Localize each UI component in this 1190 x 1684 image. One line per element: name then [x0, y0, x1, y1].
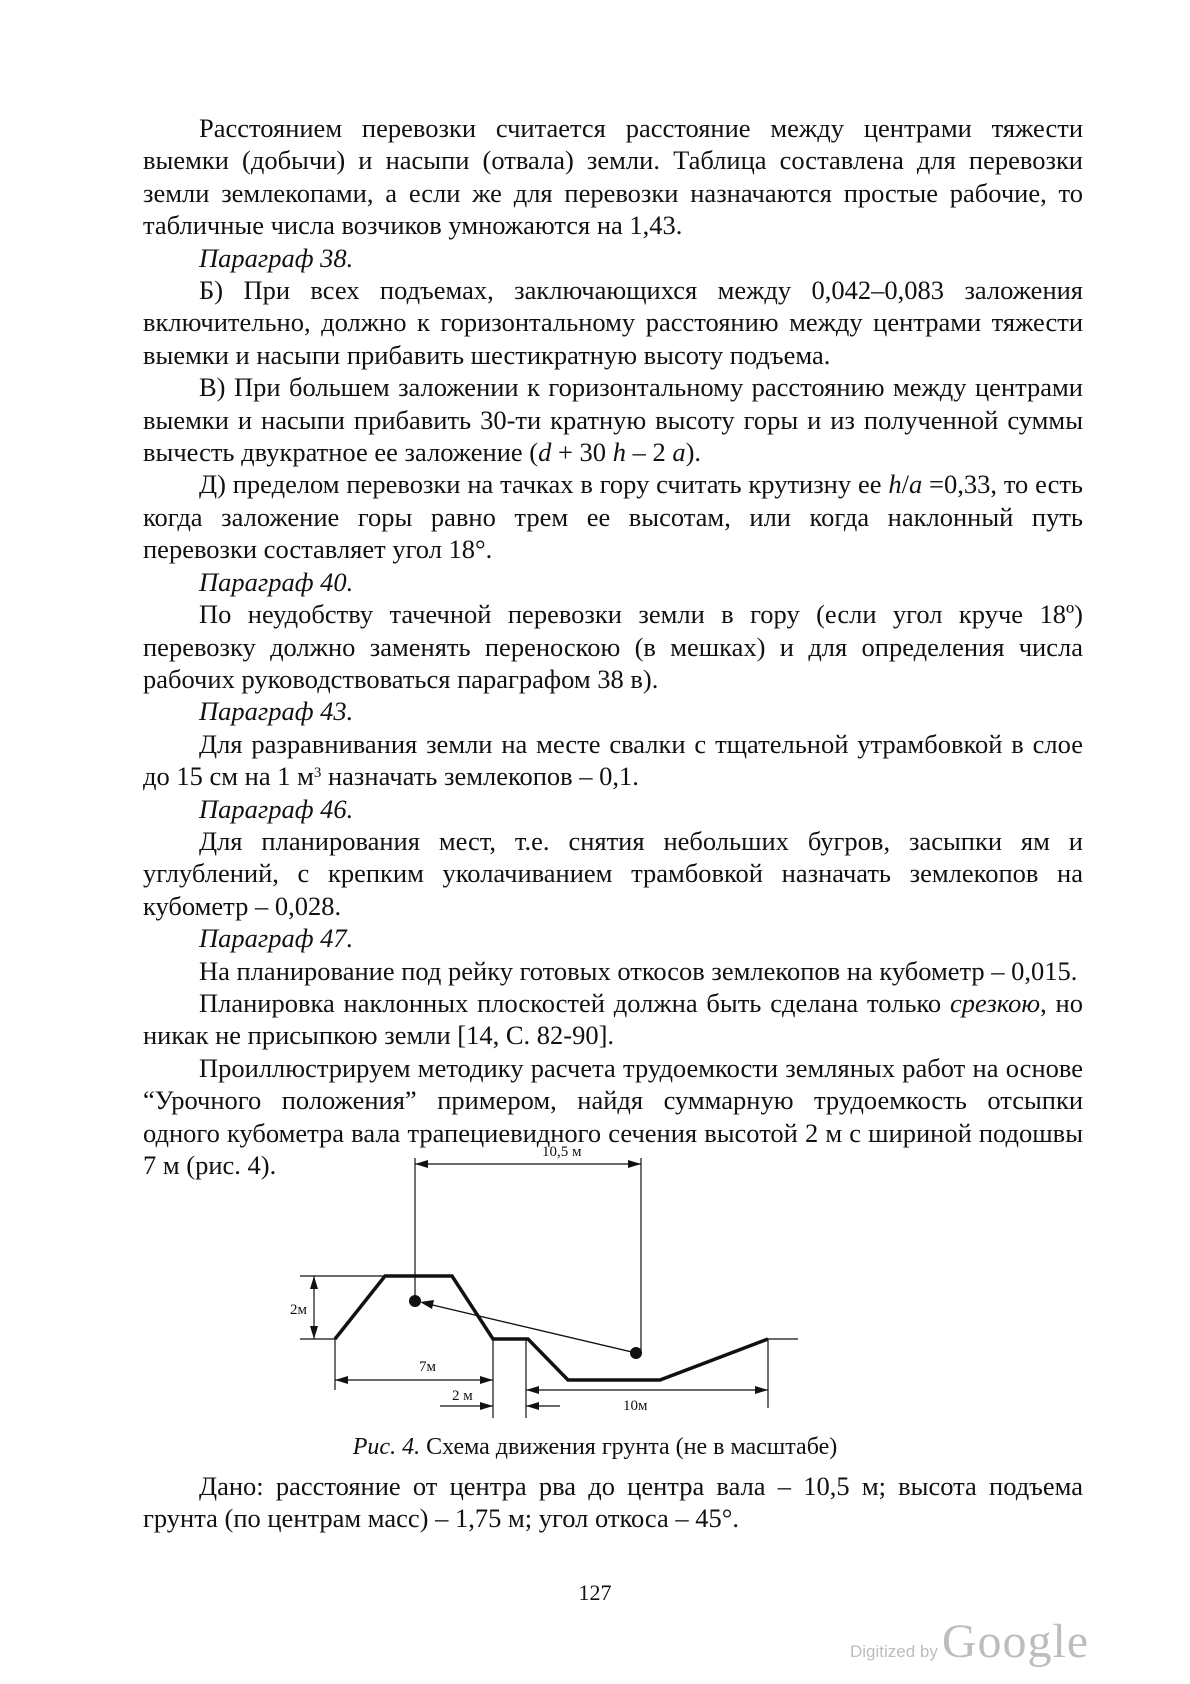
figure-4-diagram: [290, 1144, 880, 1440]
paragraph-4: [143, 468, 1083, 565]
p6-text-a: Для разравнивания земли на месте свалки с тщательной утрамбовкой в слое до 15 см на 1 м: [143, 728, 1083, 792]
p3-var-d: d: [538, 437, 552, 468]
paragraph-1: Расстоянием перевозки считается расстояние между центрами тяжести выемки (добычи) и насыпи (отвала) земли. Таблица составлена для перевозки земли землекопами, а если же для перевозки назначаются простые рабочие, то табличные числа возчиков умножаются на 1,43.: [143, 113, 1083, 241]
label-2m-height: 2м: [290, 1302, 307, 1318]
p4-slash: /: [901, 469, 909, 500]
p3-text-a: В) При большем заложении к горизонтальному расстоянию между центрами выемки и насыпи прибавить 30-ти кратную высоту горы и из полученной суммы вычесть двукратное ее заложение (: [143, 372, 1083, 468]
dim-gap-arrow-left: [480, 1402, 493, 1410]
p6-superscript: 3: [313, 765, 322, 782]
watermark-small-text: Digitized by: [850, 1642, 938, 1661]
dim-height-arrow-top: [310, 1276, 318, 1289]
page-number: 127: [578, 1580, 612, 1605]
heading-paragraph-38: Параграф 38.: [199, 242, 354, 273]
heading-paragraph-46: Параграф 46.: [199, 793, 354, 824]
paragraph-11: Дано: расстояние от центра рва до центра вала – 10,5 м; высота подъема грунта (по центрам масс) – 1,75 м; угол откоса – 45°.: [143, 1471, 1083, 1534]
heading-paragraph-47: Параграф 47.: [199, 923, 354, 954]
label-10-5m: 10,5 м: [542, 1144, 582, 1160]
label-7m: 7м: [419, 1359, 436, 1375]
p6-text-b: назначать землекопов – 0,1.: [321, 761, 639, 792]
p3-text-e: ).: [685, 437, 702, 468]
p9-text-a: Планировка наклонных плоскостей должна быть сделана только: [199, 987, 951, 1018]
heading-paragraph-40: Параграф 40.: [199, 566, 354, 597]
paragraph-9: [143, 987, 1083, 1052]
dim-gap-arrow-right: [526, 1402, 539, 1410]
caption-number: Рис. 4.: [352, 1434, 421, 1460]
p4-var-h: h: [888, 469, 902, 500]
earth-movement-diagram: [290, 1144, 880, 1440]
p3-text-c: – 2: [625, 437, 673, 468]
dim-base-arrow-left: [335, 1376, 348, 1384]
dim-base-arrow-right: [480, 1376, 493, 1384]
paragraph-10: Проиллюстрируем методику расчета трудоемкости земляных работ на основе “Урочного положения” примером, найдя суммарную трудоемкость отсыпки одного кубометра вала трапециевидного сечения высотой 2 м с шириной подошвы 7 м (рис. 4).: [143, 1052, 1083, 1180]
caption-text: Схема движения грунта (не в масштабе): [420, 1434, 838, 1460]
p4-var-a: a: [908, 469, 923, 500]
label-10m: 10м: [623, 1398, 648, 1414]
figure-caption: [0, 1433, 1190, 1461]
p4-text-a: Д) пределом перевозки на тачках в гору считать крутизну ее: [199, 469, 889, 500]
paragraph-7: Для планирования мест, т.е. снятия небольших бугров, засыпки ям и углублений, с крепким уколачиванием трамбовкой назначать землекопов на кубометр – 0,028.: [143, 825, 1083, 921]
p3-var-h: h: [612, 437, 626, 468]
dim-ditch-arrow-left: [526, 1386, 539, 1394]
watermark-logo-text: Google: [941, 1615, 1090, 1668]
paragraph-6: [143, 728, 1083, 793]
p4-text-b: =0,33, то есть когда заложение горы равно трем ее высотам, или когда наклонный путь перевозки составляет угол 18°.: [143, 469, 1083, 565]
label-2m-gap: 2 м: [452, 1388, 473, 1404]
movement-arrowhead: [420, 1300, 434, 1309]
movement-arrow: [424, 1303, 636, 1353]
dim-ditch-arrow-right: [755, 1386, 768, 1394]
p3-var-a: a: [672, 437, 686, 468]
profile-line: [335, 1276, 768, 1380]
paragraph-2: Б) При всех подъемах, заключающихся между 0,042–0,083 заложения включительно, должно к горизонтальному расстоянию между центрами тяжести выемки и насыпи прибавить шестикратную высоту подъема.: [143, 275, 1083, 370]
main-text: [143, 112, 1083, 1181]
p9-italic-word: срезкою: [950, 987, 1041, 1018]
paragraph-5: По неудобству тачечной перевозки земли в гору (если угол круче 18º) перевозку должно заменять переноскою (в мешках) и для определения числа рабочих руководствоваться параграфом 38 в).: [143, 599, 1083, 694]
after-figure-text: [143, 1470, 1083, 1535]
paragraph-8: На планирование под рейку готовых откосов землекопов на кубометр – 0,015.: [199, 955, 1078, 986]
p3-text-b: + 30: [551, 437, 613, 468]
dim-height-arrow-bottom: [310, 1326, 318, 1339]
paragraph-3: [143, 371, 1083, 468]
google-watermark: [850, 1614, 1089, 1669]
heading-paragraph-43: Параграф 43.: [199, 696, 354, 727]
p9-text-b: , но никак не присыпкою земли [14, С. 82-90].: [143, 987, 1083, 1051]
